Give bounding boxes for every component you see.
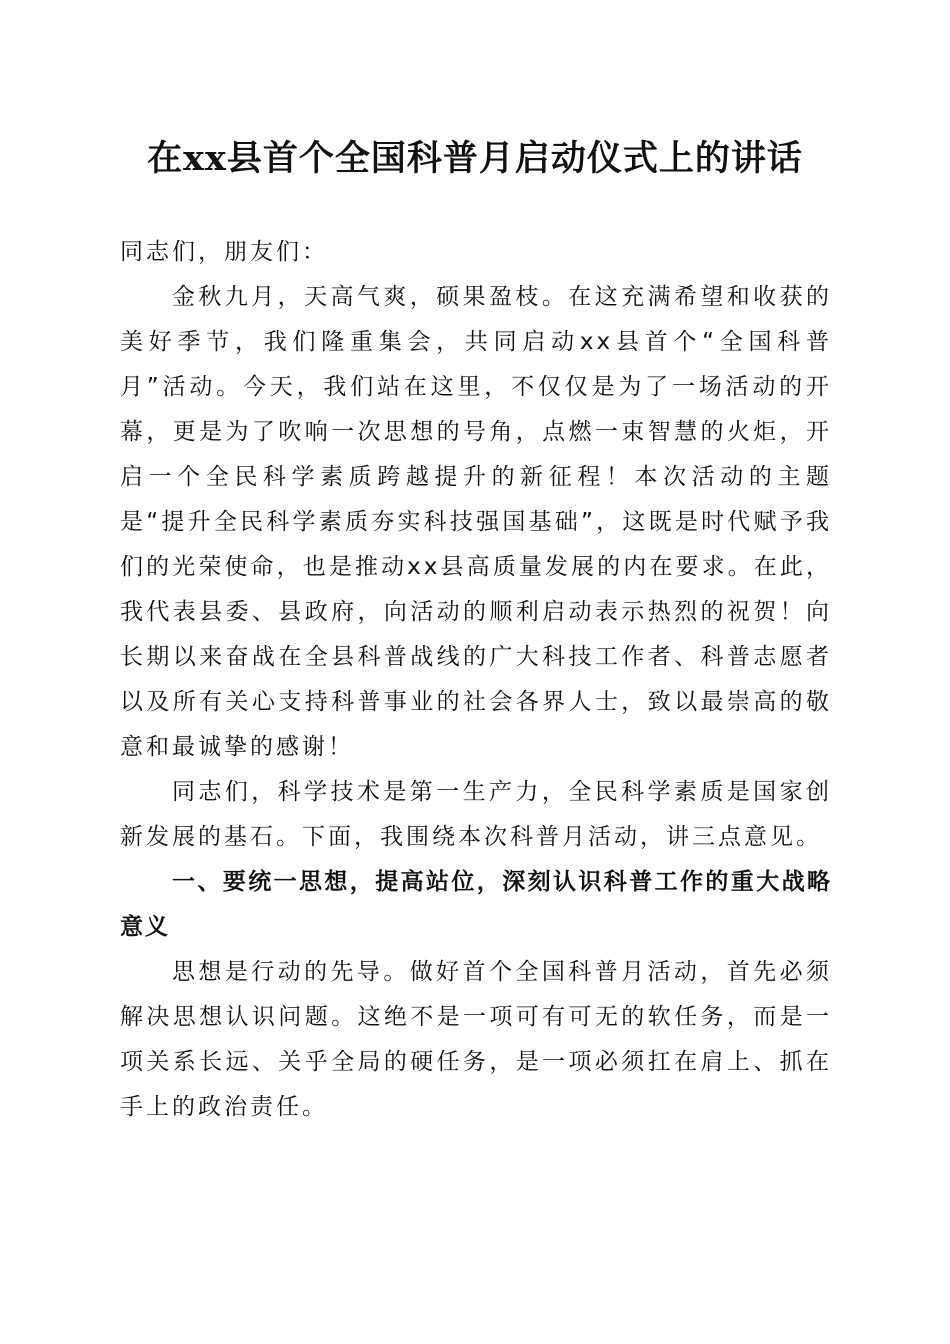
salutation: 同志们，朋友们：	[120, 239, 328, 265]
paragraph-intro-points: 同志们，科学技术是第一生产力，全民科学素质是国家创新发展的基石。下面，我围绕本次科普月活动，讲三点意见。	[120, 779, 832, 850]
document-body	[120, 230, 832, 1130]
paragraph-section-1: 思想是行动的先导。做好首个全国科普月活动，首先必须解决思想认识问题。这绝不是一项可有可无的软任务，而是一项关系长远、关乎全局的硬任务，是一项必须扛在肩上、抓在手上的政治责任。	[120, 959, 832, 1120]
document-title: 在xx县首个全国科普月启动仪式上的讲话	[147, 138, 803, 179]
section-heading-1: 一、要统一思想，提高站位，深刻认识科普工作的重大战略意义	[120, 869, 832, 940]
paragraph-opening: 金秋九月，天高气爽，硕果盈枝。在这充满希望和收获的美好季节，我们隆重集会，共同启动xx县首个“全国科普月”活动。今天，我们站在这里，不仅仅是为了一场活动的开幕，更是为了吹响一次思想的号角，点燃一束智慧的火炬，开启一个全民科学素质跨越提升的新征程！本次活动的主题是“提升全民科学素质夯实科技强国基础”，这既是时代赋予我们的光荣使命，也是推动xx县高质量发展的内在要求。在此，我代表县委、县政府，向活动的顺利启动表示热烈的祝贺！向长期以来奋战在全县科普战线的广大科技工作者、科普志愿者以及所有关心支持科普事业的社会各界人士，致以最崇高的敬意和最诚挚的感谢！	[120, 284, 832, 760]
